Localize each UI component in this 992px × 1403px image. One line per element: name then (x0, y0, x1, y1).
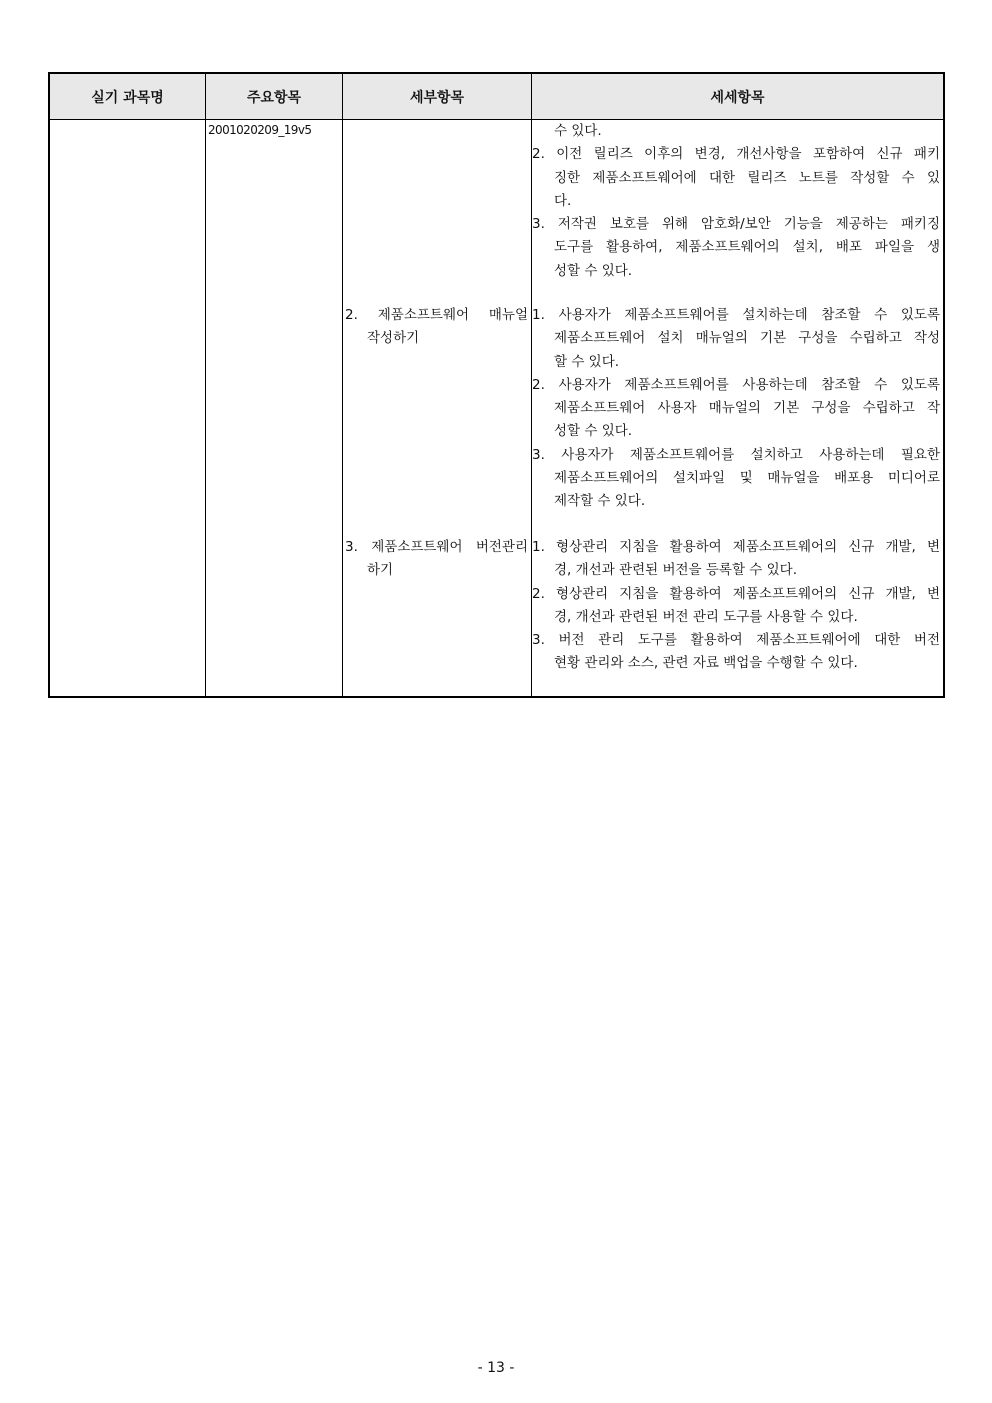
detail-line: 할 수 있다. (554, 353, 620, 370)
main-item-cell (206, 120, 343, 696)
detail-item-cell (532, 120, 943, 696)
detail-line: 3. 사용자가 제품소프트웨어를 설치하고 사용하는데 필요한 (532, 446, 940, 463)
detail-line: 경, 개선과 관련된 버전 관리 도구를 사용할 수 있다. (554, 608, 858, 625)
detail-line: 현황 관리와 소스, 관련 자료 백업을 수행할 수 있다. (554, 655, 858, 672)
detail-line: 제품소프트웨어 사용자 매뉴얼의 기본 구성을 수립하고 작 (554, 400, 940, 417)
detail-line: 1. 사용자가 제품소프트웨어를 설치하는데 참조할 수 있도록 (532, 307, 940, 323)
detail-line: 3. 버전 관리 도구를 활용하여 제품소프트웨어에 대한 버전 (532, 632, 940, 649)
detail-line: 수 있다. (554, 123, 602, 139)
detail-group-2 (532, 304, 940, 514)
sub-item-line: 3. 제품소프트웨어 버전관리 (345, 539, 528, 555)
detail-line: 도구를 활용하여, 제품소프트웨어의 설치, 배포 파일을 생 (554, 239, 940, 256)
sub-item-2 (345, 304, 528, 351)
detail-line: 1. 형상관리 지침을 활용하여 제품소프트웨어의 신규 개발, 변 (532, 539, 940, 555)
header-sub-item: 세부항목 (343, 74, 532, 119)
sub-item-line: 2. 제품소프트웨어 매뉴얼 (345, 307, 528, 323)
detail-line: 제품소프트웨어의 설치파일 및 매뉴얼을 배포용 미디어로 (554, 470, 940, 487)
detail-line: 성할 수 있다. (554, 423, 633, 440)
curriculum-table (48, 72, 945, 698)
sub-item-line: 하기 (367, 562, 394, 579)
detail-group-1 (532, 120, 940, 283)
detail-line: 제작할 수 있다. (554, 493, 646, 510)
detail-line: 성할 수 있다. (554, 262, 633, 279)
detail-line: 경, 개선과 관련된 버전을 등록할 수 있다. (554, 562, 797, 579)
subject-cell (50, 120, 206, 696)
sub-item-cell (343, 120, 532, 696)
header-subject: 실기 과목명 (50, 74, 206, 119)
table-body (50, 120, 943, 696)
detail-line: 2. 사용자가 제품소프트웨어를 사용하는데 참조할 수 있도록 (532, 376, 940, 393)
detail-line: 징한 제품소프트웨어에 대한 릴리즈 노트를 작성할 수 있 (554, 169, 940, 186)
detail-line: 2. 형상관리 지침을 활용하여 제품소프트웨어의 신규 개발, 변 (532, 585, 940, 602)
detail-line: 3. 저작권 보호를 위해 암호화/보안 기능을 제공하는 패키징 (532, 216, 940, 233)
detail-line: 제품소프트웨어 설치 매뉴얼의 기본 구성을 수립하고 작성 (554, 330, 940, 347)
page-number: - 13 - (477, 1360, 515, 1376)
header-main-item: 주요항목 (206, 74, 343, 119)
table-header (50, 74, 943, 120)
detail-line: 다. (554, 192, 572, 209)
sub-item-line: 작성하기 (367, 330, 420, 347)
sub-item-3 (345, 536, 528, 583)
main-item-code: 2001020209_19v5 (208, 123, 312, 137)
detail-group-3 (532, 536, 940, 676)
header-detail-item: 세세항목 (710, 89, 765, 106)
detail-line: 2. 이전 릴리즈 이후의 변경, 개선사항을 포함하여 신규 패키 (532, 146, 940, 163)
